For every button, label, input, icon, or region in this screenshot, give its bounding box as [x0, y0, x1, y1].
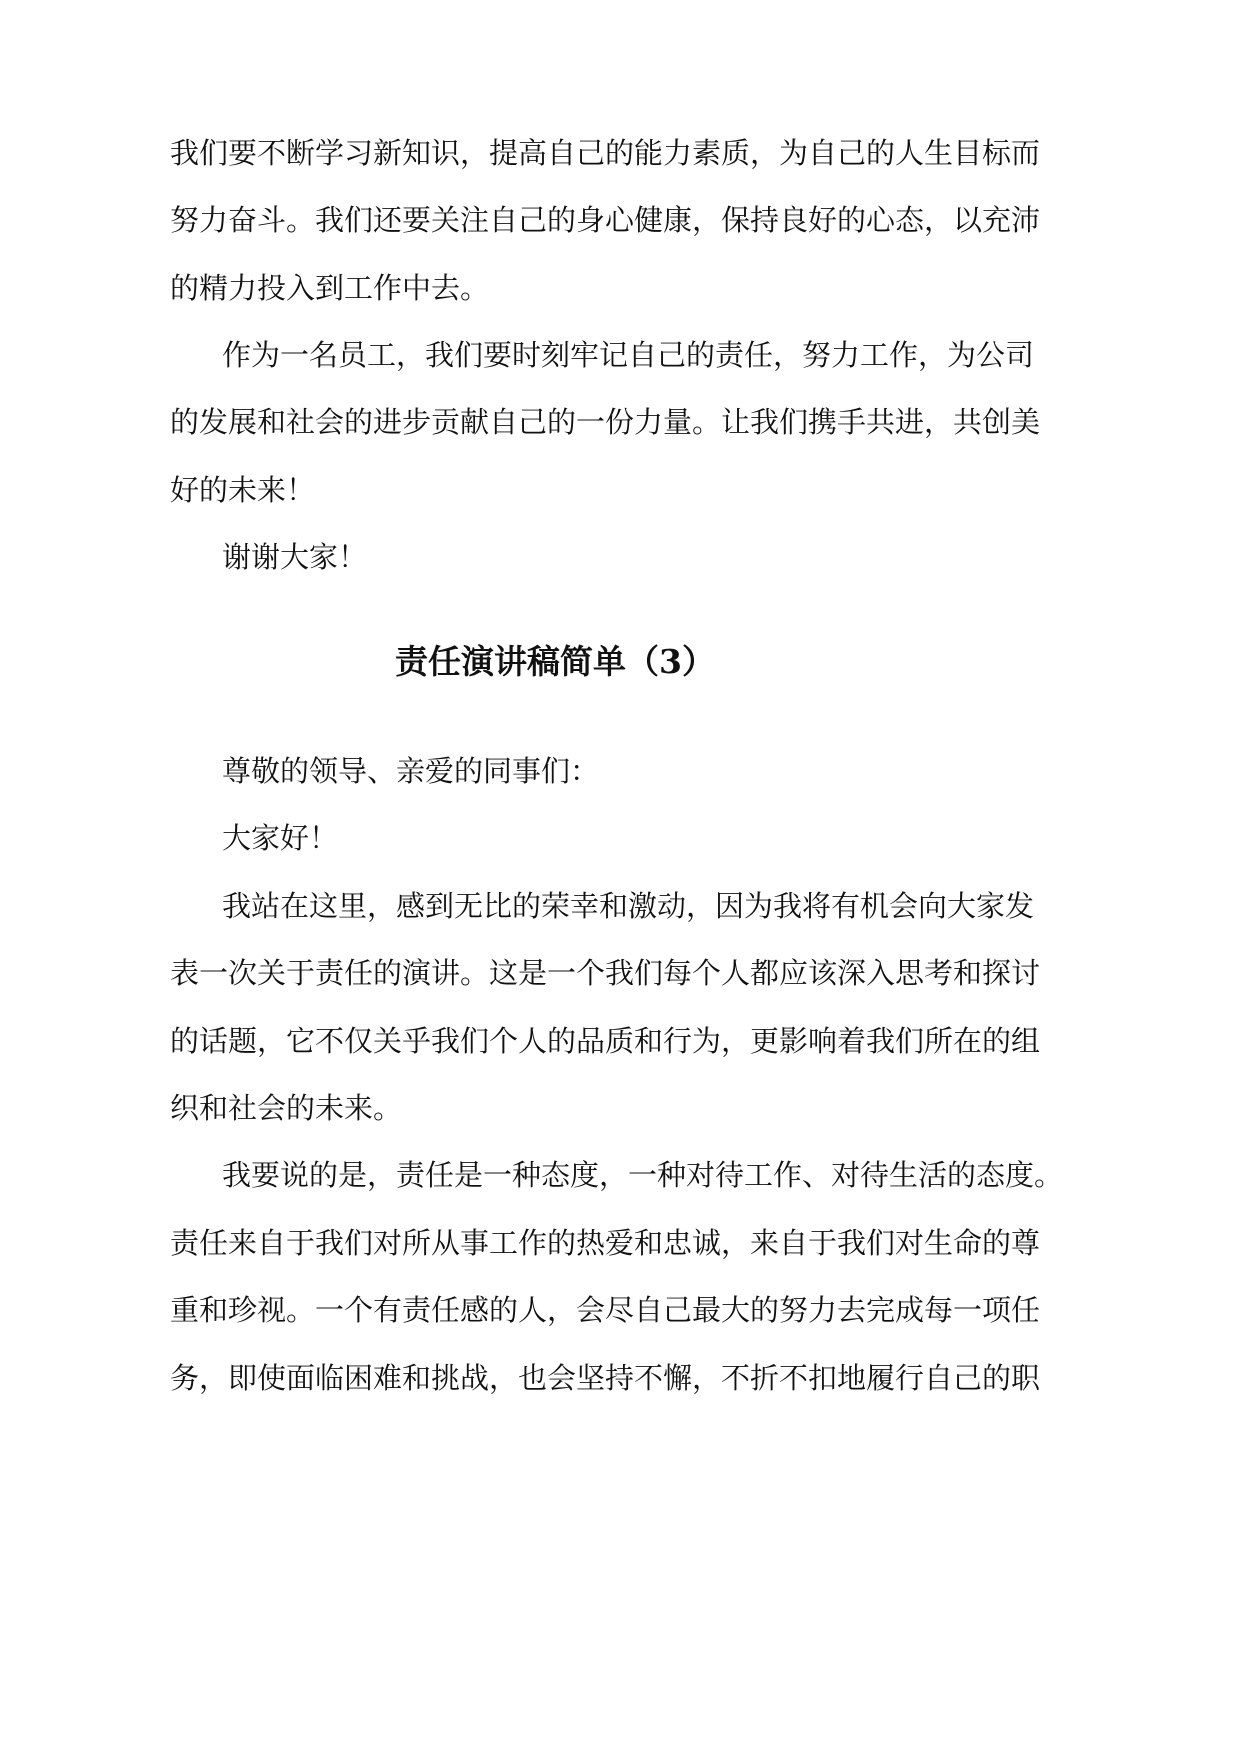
text-line: 重和珍视。一个有责任感的人，会尽自己最大的努力去完成每一项任	[170, 1293, 1041, 1327]
text-line: 我们要不断学习新知识，提高自己的能力素质，为自己的人生目标而	[170, 136, 1041, 170]
text-line: 大家好！	[222, 821, 339, 855]
text-line: 表一次关于责任的演讲。这是一个我们每个人都应该深入思考和探讨	[170, 956, 1041, 990]
text-line: 责任来自于我们对所从事工作的热爱和忠诚，来自于我们对生命的尊	[170, 1226, 1041, 1260]
text-line: 务，即使面临困难和挑战，也会坚持不懈，不折不扣地履行自己的职	[170, 1361, 1041, 1395]
text-line: 努力奋斗。我们还要关注自己的身心健康，保持良好的心态，以充沛	[170, 203, 1041, 237]
text-line: 谢谢大家！	[222, 540, 368, 574]
text-line: 的话题，它不仅关乎我们个人的品质和行为，更影响着我们所在的组	[170, 1024, 1041, 1058]
text-line: 织和社会的未来。	[170, 1091, 403, 1125]
section-title: 责任演讲稿简单（3）	[395, 642, 715, 681]
text-line: 的发展和社会的进步贡献自己的一份力量。让我们携手共进，共创美	[170, 405, 1041, 439]
text-line: 作为一名员工，我们要时刻牢记自己的责任，努力工作，为公司	[222, 338, 1035, 372]
text-line: 我站在这里，感到无比的荣幸和激动，因为我将有机会向大家发	[222, 889, 1035, 923]
text-line: 好的未来！	[170, 473, 316, 507]
text-line: 我要说的是，责任是一种态度，一种对待工作、对待生活的态度。	[222, 1158, 1064, 1192]
text-line: 尊敬的领导、亲爱的同事们：	[222, 754, 600, 788]
text-line: 的精力投入到工作中去。	[170, 271, 490, 305]
